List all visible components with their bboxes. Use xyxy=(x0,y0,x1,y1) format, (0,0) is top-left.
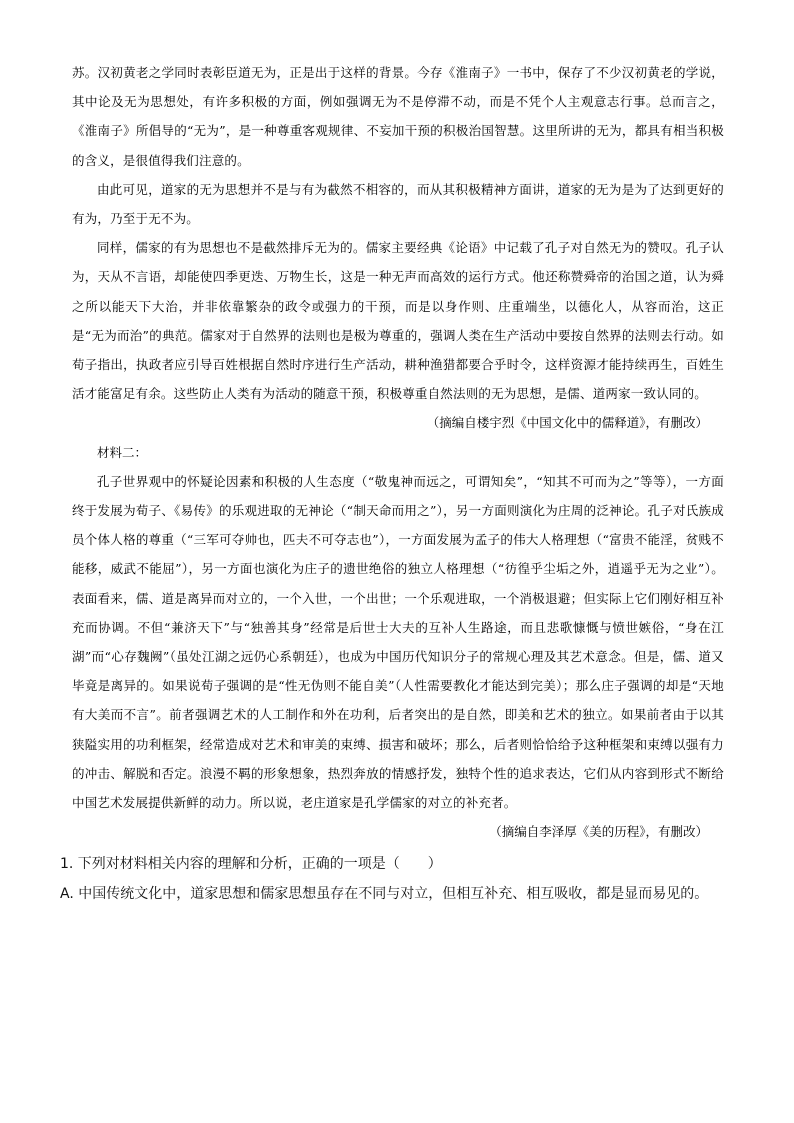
material1-source: （摘编自楼宇烈《中国文化中的儒释道》，有删改） xyxy=(426,415,708,431)
material2-paragraph: 孔子世界观中的怀疑论因素和积极的人生态度（“敬鬼神而远之，可谓知矣”，“知其不可而为之”等等），一方面终于发展为荀子、《易传》的乐观进取的无神论（“制天命而用之”），另一方面则演化为庄周的泛神论。孔子对氏族成员个体人格的尊重（“三军可夺帅也，匹夫不可夺志也”），一方面发展为孟子的伟大人格理想（“富贵不能淫，贫贱不能移，威武不能屈”），另一方面也演化为庄子的遗世绝俗的独立人格理想（“彷徨乎尘垢之外，逍遥乎无为之业”）。表面看来，儒、道是离异而对立的，一个入世，一个出世；一个乐观进取，一个消极退避；但实际上它们刚好相互补充而协调。不但“兼济天下”与“独善其身”经常是后世士大夫的互补人生路途，而且悲歌慷慨与愤世嫉俗，“身在江湖”而“心存魏阙”（虽处江湖之远仍心系朝廷），也成为中国历代知识分子的常规心理及其艺术意念。但是，儒、道又毕竟是离异的。如果说荀子强调的是“性无伪则不能自美”（人性需要教化才能达到完美）；那么庄子强调的却是“天地有大美而不言”。前者强调艺术的人工制作和外在功利，后者突出的是自然，即美和艺术的独立。如果前者由于以其狭隘实用的功利框架，经常造成对艺术和审美的束缚、损害和破坏；那么，后者则恰恰给予这种框架和束缚以强有力的冲击、解脱和否定。浪漫不羁的形象想象，热烈奔放的情感抒发，独特个性的追求表达，它们从内容到形式不断给中国艺术发展提供新鲜的动力。所以说，老庄道家是孔学儒家的对立的补充者。 xyxy=(72,473,724,811)
material2-source: （摘编自李泽厚《美的历程》，有删改） xyxy=(489,824,708,840)
material1-paragraph-confucian: 同样，儒家的有为思想也不是截然排斥无为的。儒家主要经典《论语》中记载了孔子对自然无为的赞叹。孔子认为，天从不言语，却能使四季更迭、万物生长，这是一种无声而高效的运行方式。他还称赞舜帝的治国之道，认为舜之所以能天下大治，并非依靠繁杂的政令或强力的干预，而是以身作则、庄重端坐，以德化人，从容而治，这正是“无为而治”的典范。儒家对于自然界的法则也是极为尊重的，强调人类在生产活动中要按自然界的法则去行动。如荀子指出，执政者应引导百姓根据自然时序进行生产活动，耕种渔猎都要合乎时令，这样资源才能持续再生，百姓生活才能富足有余。这些防止人类有为活动的随意干预，积极尊重自然法则的无为思想，是儒、道两家一致认同的。 xyxy=(72,240,724,402)
material2-label: 材料二： xyxy=(97,444,148,460)
material1-paragraph-conclusion: 由此可见，道家的无为思想并不是与有为截然不相容的，而从其积极精神方面讲，道家的无为是为了达到更好的有为，乃至于无不为。 xyxy=(72,181,724,227)
question-1-stem: 1. 下列对材料相关内容的理解和分析，正确的一项是（ ） xyxy=(60,856,442,873)
document-page xyxy=(60,58,724,909)
material1-paragraph-continued: 苏。汉初黄老之学同时表彰臣道无为，正是出于这样的背景。今存《淮南子》一书中，保存了不少汉初黄老的学说，其中论及无为思想处，有许多积极的方面，例如强调无为不是停滞不动，而是不凭个人主观意志行事。总而言之，《淮南子》所倡导的“无为”，是一种尊重客观规律、不妄加干预的积极治国智慧。这里所讲的无为，都具有相当积极的含义，是很值得我们注意的。 xyxy=(72,65,724,168)
question-1-option-a[interactable]: A. 中国传统文化中，道家思想和儒家思想虽存在不同与对立，但相互补充、相互吸收，都是显而易见的。 xyxy=(60,886,709,903)
